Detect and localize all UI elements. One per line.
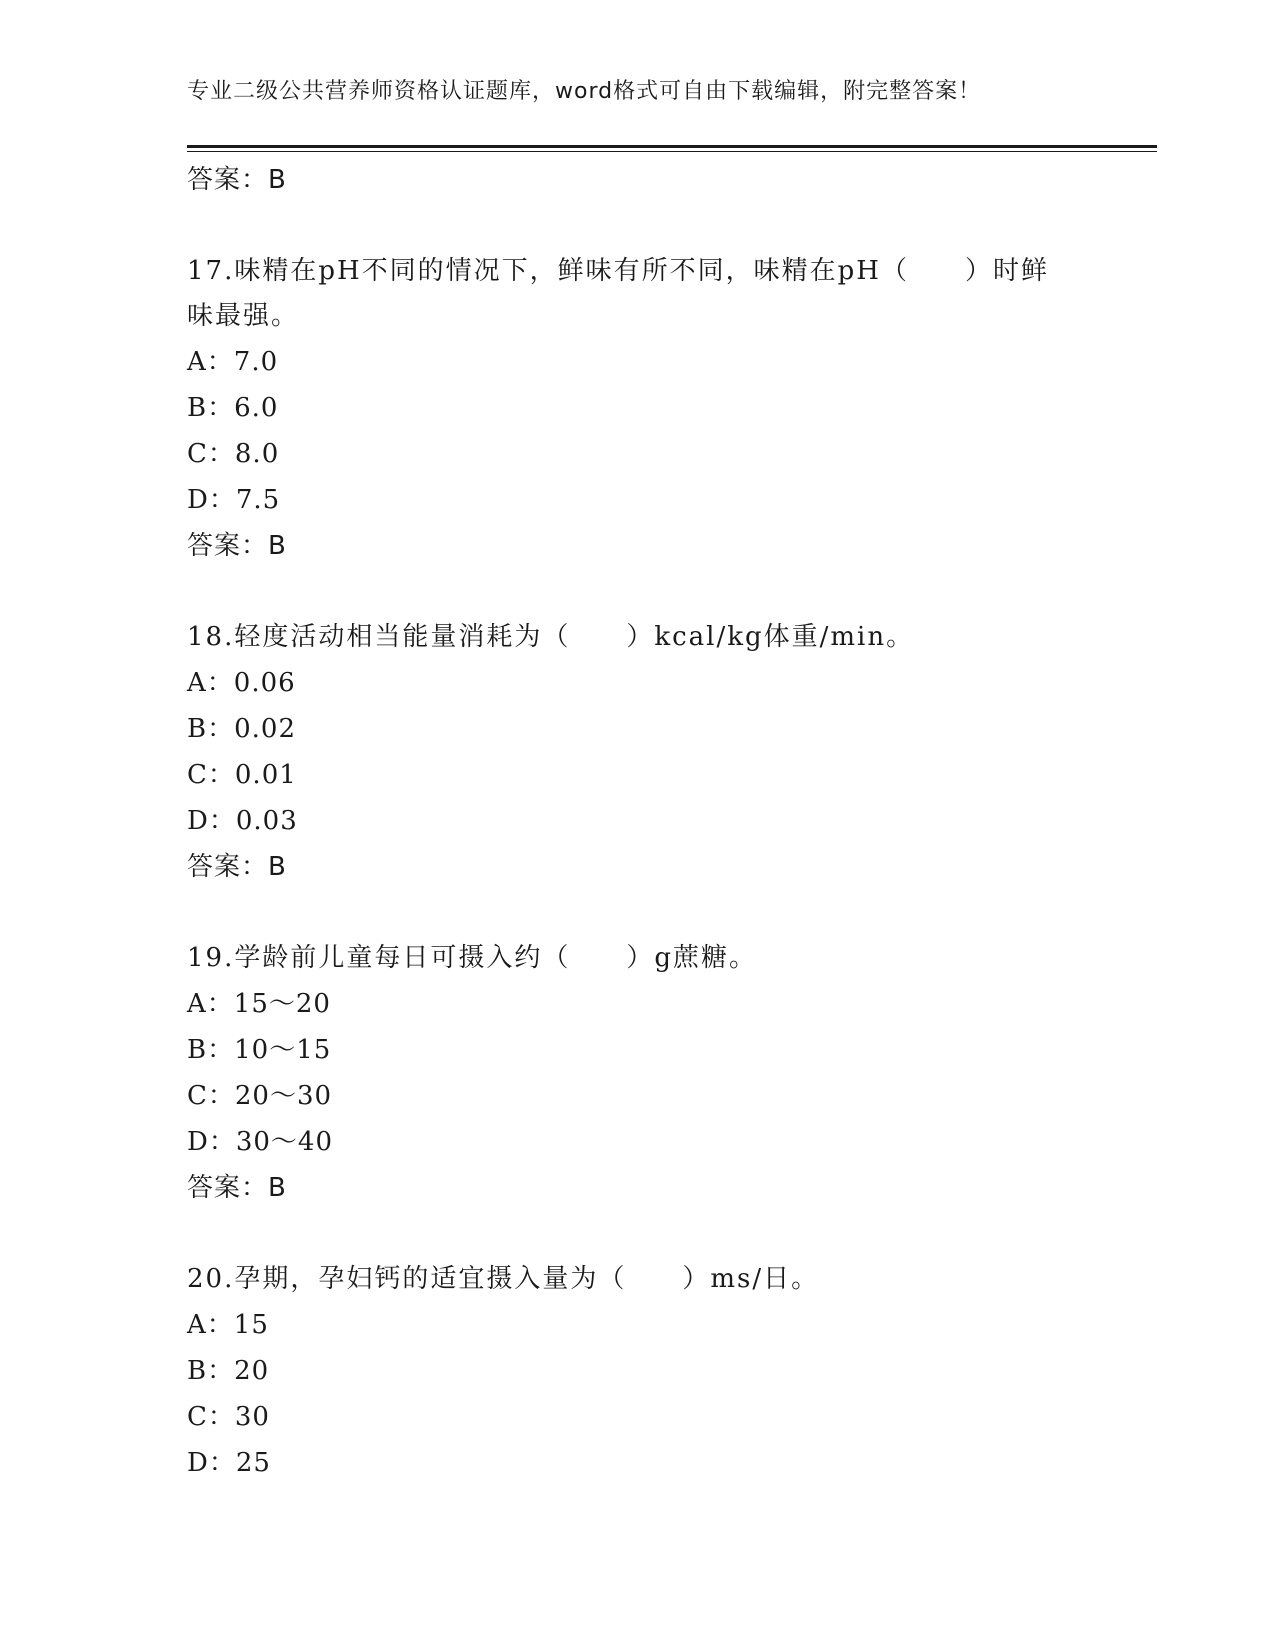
question-17: [187, 249, 1067, 569]
option-a: A：15: [187, 1310, 269, 1340]
page-header: 专业二级公共营养师资格认证题库，word格式可自由下载编辑，附完整答案！: [187, 79, 982, 104]
option-a: A：0.06: [187, 668, 296, 698]
option-d: D：7.5: [187, 485, 281, 515]
header-rule-thin: [187, 151, 1157, 152]
answer: 答案：B: [187, 1173, 287, 1203]
spacer: [187, 203, 1067, 249]
option-b: B：10～15: [187, 1035, 332, 1065]
option-d: D：25: [187, 1448, 271, 1478]
question-19: [187, 936, 1067, 1211]
option-c: C：20～30: [187, 1081, 333, 1111]
previous-answer: 答案：B: [187, 165, 287, 195]
question-stem: 18.轻度活动相当能量消耗为（ ）kcal/kg体重/min。: [187, 622, 915, 652]
option-c: C：0.01: [187, 760, 297, 790]
option-c: C：30: [187, 1402, 270, 1432]
answer: 答案：B: [187, 852, 287, 882]
option-a: A：15～20: [187, 989, 331, 1019]
option-b: B：0.02: [187, 714, 296, 744]
question-stem: 20.孕期，孕妇钙的适宜摄入量为（ ）ms/日。: [187, 1264, 820, 1294]
option-d: D：0.03: [187, 806, 298, 836]
option-a: A：7.0: [187, 347, 279, 377]
question-18: [187, 615, 1067, 890]
header-rule-thick: [187, 145, 1157, 148]
question-stem: 17.味精在pH不同的情况下，鲜味有所不同，味精在pH（ ）时鲜味最强。: [187, 256, 1049, 331]
question-list: [187, 157, 1067, 1486]
option-d: D：30～40: [187, 1127, 334, 1157]
option-b: B：20: [187, 1356, 270, 1386]
spacer: [187, 569, 1067, 615]
question-stem: 19.学龄前儿童每日可摄入约（ ）g蔗糖。: [187, 943, 757, 973]
spacer: [187, 1211, 1067, 1257]
option-c: C：8.0: [187, 439, 280, 469]
option-b: B：6.0: [187, 393, 279, 423]
answer: 答案：B: [187, 531, 287, 561]
spacer: [187, 890, 1067, 936]
question-20: [187, 1257, 1067, 1486]
